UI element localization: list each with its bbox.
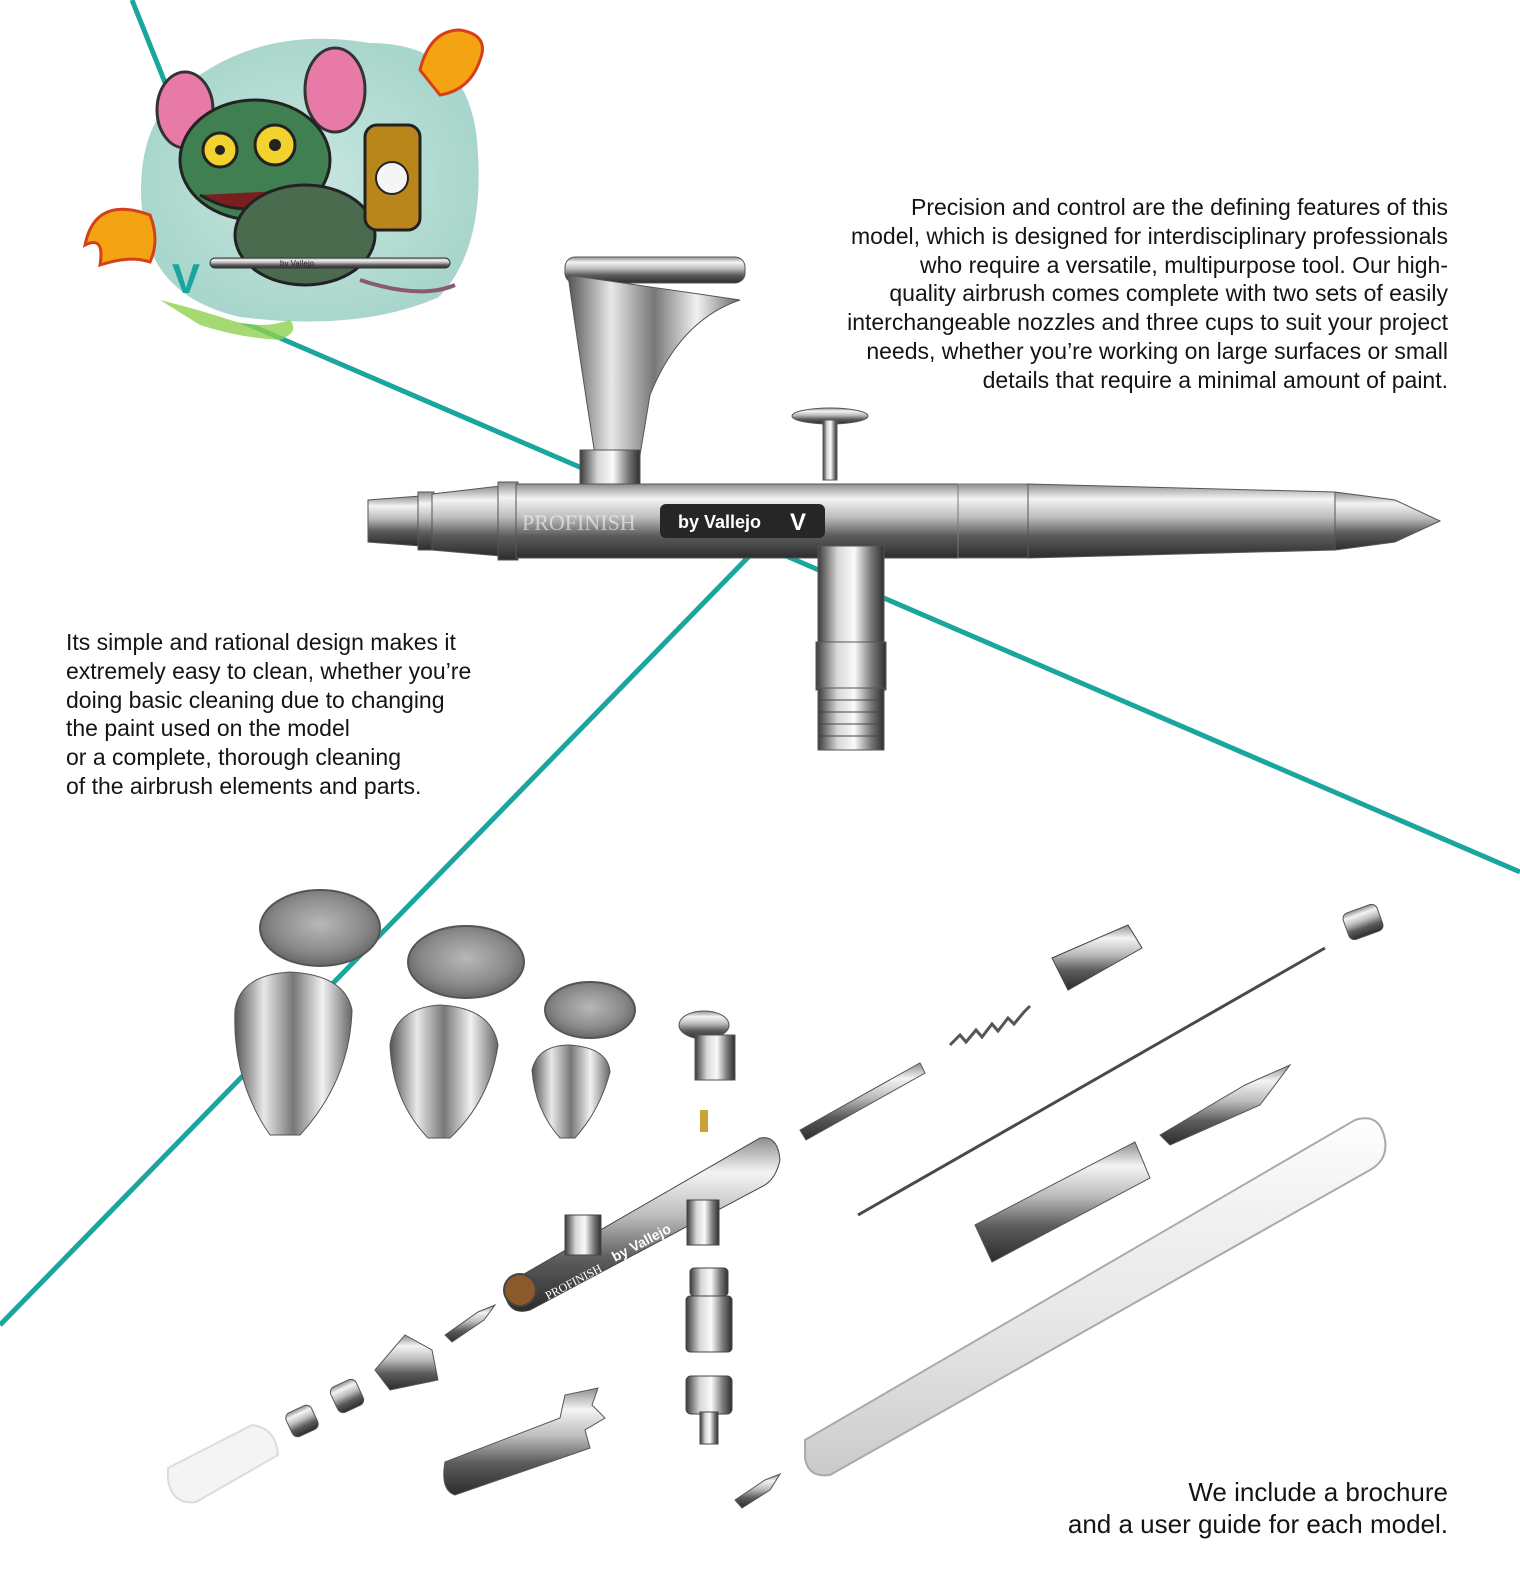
brass-pin bbox=[700, 1110, 708, 1132]
canister-emblem bbox=[376, 162, 408, 194]
mascot-illustration bbox=[85, 30, 483, 340]
intro-line: who require a versatile, multipurpose tool. Our high- bbox=[920, 251, 1448, 278]
handle-sleeve-part bbox=[975, 1142, 1150, 1262]
cleaning-line: extremely easy to clean, whether you’re bbox=[66, 657, 472, 684]
brochure-line: and a user guide for each model. bbox=[1067, 1509, 1448, 1539]
exploded-body bbox=[505, 1138, 780, 1312]
needle-chuck bbox=[1052, 925, 1142, 990]
intro-line: interchangeable nozzles and three cups to suit your project bbox=[847, 309, 1448, 336]
needle-chuck-nut bbox=[1341, 903, 1384, 942]
intro-line: needs, whether you’re working on large surfaces or small bbox=[866, 337, 1448, 364]
exploded-valve-port bbox=[687, 1200, 719, 1245]
nozzle-cap-small bbox=[328, 1377, 365, 1414]
trigger-part-stem bbox=[695, 1035, 735, 1080]
exploded-body-label: by Vallejo bbox=[608, 1220, 674, 1265]
valve-part-fitting bbox=[686, 1376, 732, 1414]
air-fitting bbox=[818, 688, 884, 750]
spare-nozzle bbox=[735, 1474, 780, 1508]
trigger-stem bbox=[823, 420, 837, 480]
knurled-ring bbox=[498, 482, 518, 560]
cleaning-line: the paint used on the model bbox=[66, 715, 350, 742]
cup-small bbox=[532, 1045, 610, 1138]
nozzle-cap-crown bbox=[284, 1403, 320, 1438]
valve-part-middle bbox=[686, 1296, 732, 1352]
intro-paragraph bbox=[847, 193, 1448, 395]
intro-line: Precision and control are the defining features of this bbox=[911, 194, 1448, 220]
cleaning-line: of the airbrush elements and parts. bbox=[66, 772, 422, 799]
airbrush-watermark: PROFINISH bbox=[522, 510, 636, 535]
front-nozzle-cap bbox=[368, 496, 420, 546]
brand-badge-logo: V bbox=[790, 509, 807, 536]
rat-pupil-left bbox=[215, 145, 225, 155]
spring bbox=[950, 1006, 1030, 1045]
nozzle-cap-large bbox=[375, 1335, 438, 1390]
nozzle-tip bbox=[445, 1305, 495, 1342]
rear-tip bbox=[1335, 492, 1440, 550]
rear-handle bbox=[1028, 484, 1335, 558]
cup-lid-large bbox=[260, 890, 380, 966]
mascot-airbrush bbox=[210, 258, 450, 268]
intro-line: quality airbrush comes complete with two sets of easily bbox=[889, 280, 1448, 307]
wrench bbox=[444, 1388, 605, 1495]
rat-body bbox=[235, 185, 375, 285]
cup-medium bbox=[390, 1005, 498, 1138]
intro-line: details that require a minimal amount of paint. bbox=[982, 366, 1448, 393]
exploded-body-watermark: PROFINISH bbox=[542, 1261, 605, 1303]
brochure-paragraph bbox=[1068, 1476, 1448, 1540]
brochure-line: We include a brochure bbox=[1188, 1477, 1448, 1507]
handle-sleeve bbox=[958, 484, 1028, 558]
brand-badge-text: by Vallejo bbox=[678, 512, 762, 532]
front-taper bbox=[432, 486, 500, 556]
exploded-parts bbox=[168, 890, 1385, 1508]
intro-line: model, which is designed for interdisciplinary professionals bbox=[850, 222, 1448, 249]
mascot-tool-label: by Vallejo bbox=[280, 259, 315, 268]
valve-part-top bbox=[690, 1268, 728, 1296]
valve-part-stem bbox=[700, 1412, 718, 1444]
cleaning-line: Its simple and rational design makes it bbox=[66, 629, 456, 655]
rat-pupil-right bbox=[269, 139, 281, 151]
cleaning-paragraph bbox=[66, 628, 471, 801]
gravity-cup bbox=[568, 275, 740, 455]
cleaning-line: doing basic cleaning due to changing bbox=[66, 686, 445, 713]
handle-tip-part bbox=[1160, 1065, 1290, 1145]
air-valve bbox=[818, 546, 884, 646]
air-valve-collar bbox=[816, 642, 886, 690]
mascot-logo-letter: V bbox=[172, 255, 201, 302]
exploded-body-front bbox=[504, 1274, 536, 1306]
cup-lid-small bbox=[545, 982, 635, 1038]
exploded-cup-port bbox=[565, 1215, 601, 1255]
needle-chuck-guide bbox=[800, 1063, 925, 1140]
cleaning-cap bbox=[168, 1425, 278, 1502]
flame-left bbox=[85, 209, 155, 265]
rat-ear-right bbox=[305, 48, 365, 132]
cup-lid-medium bbox=[408, 926, 524, 998]
cup-large bbox=[235, 972, 352, 1135]
cleaning-line: or a complete, thorough cleaning bbox=[66, 744, 401, 771]
